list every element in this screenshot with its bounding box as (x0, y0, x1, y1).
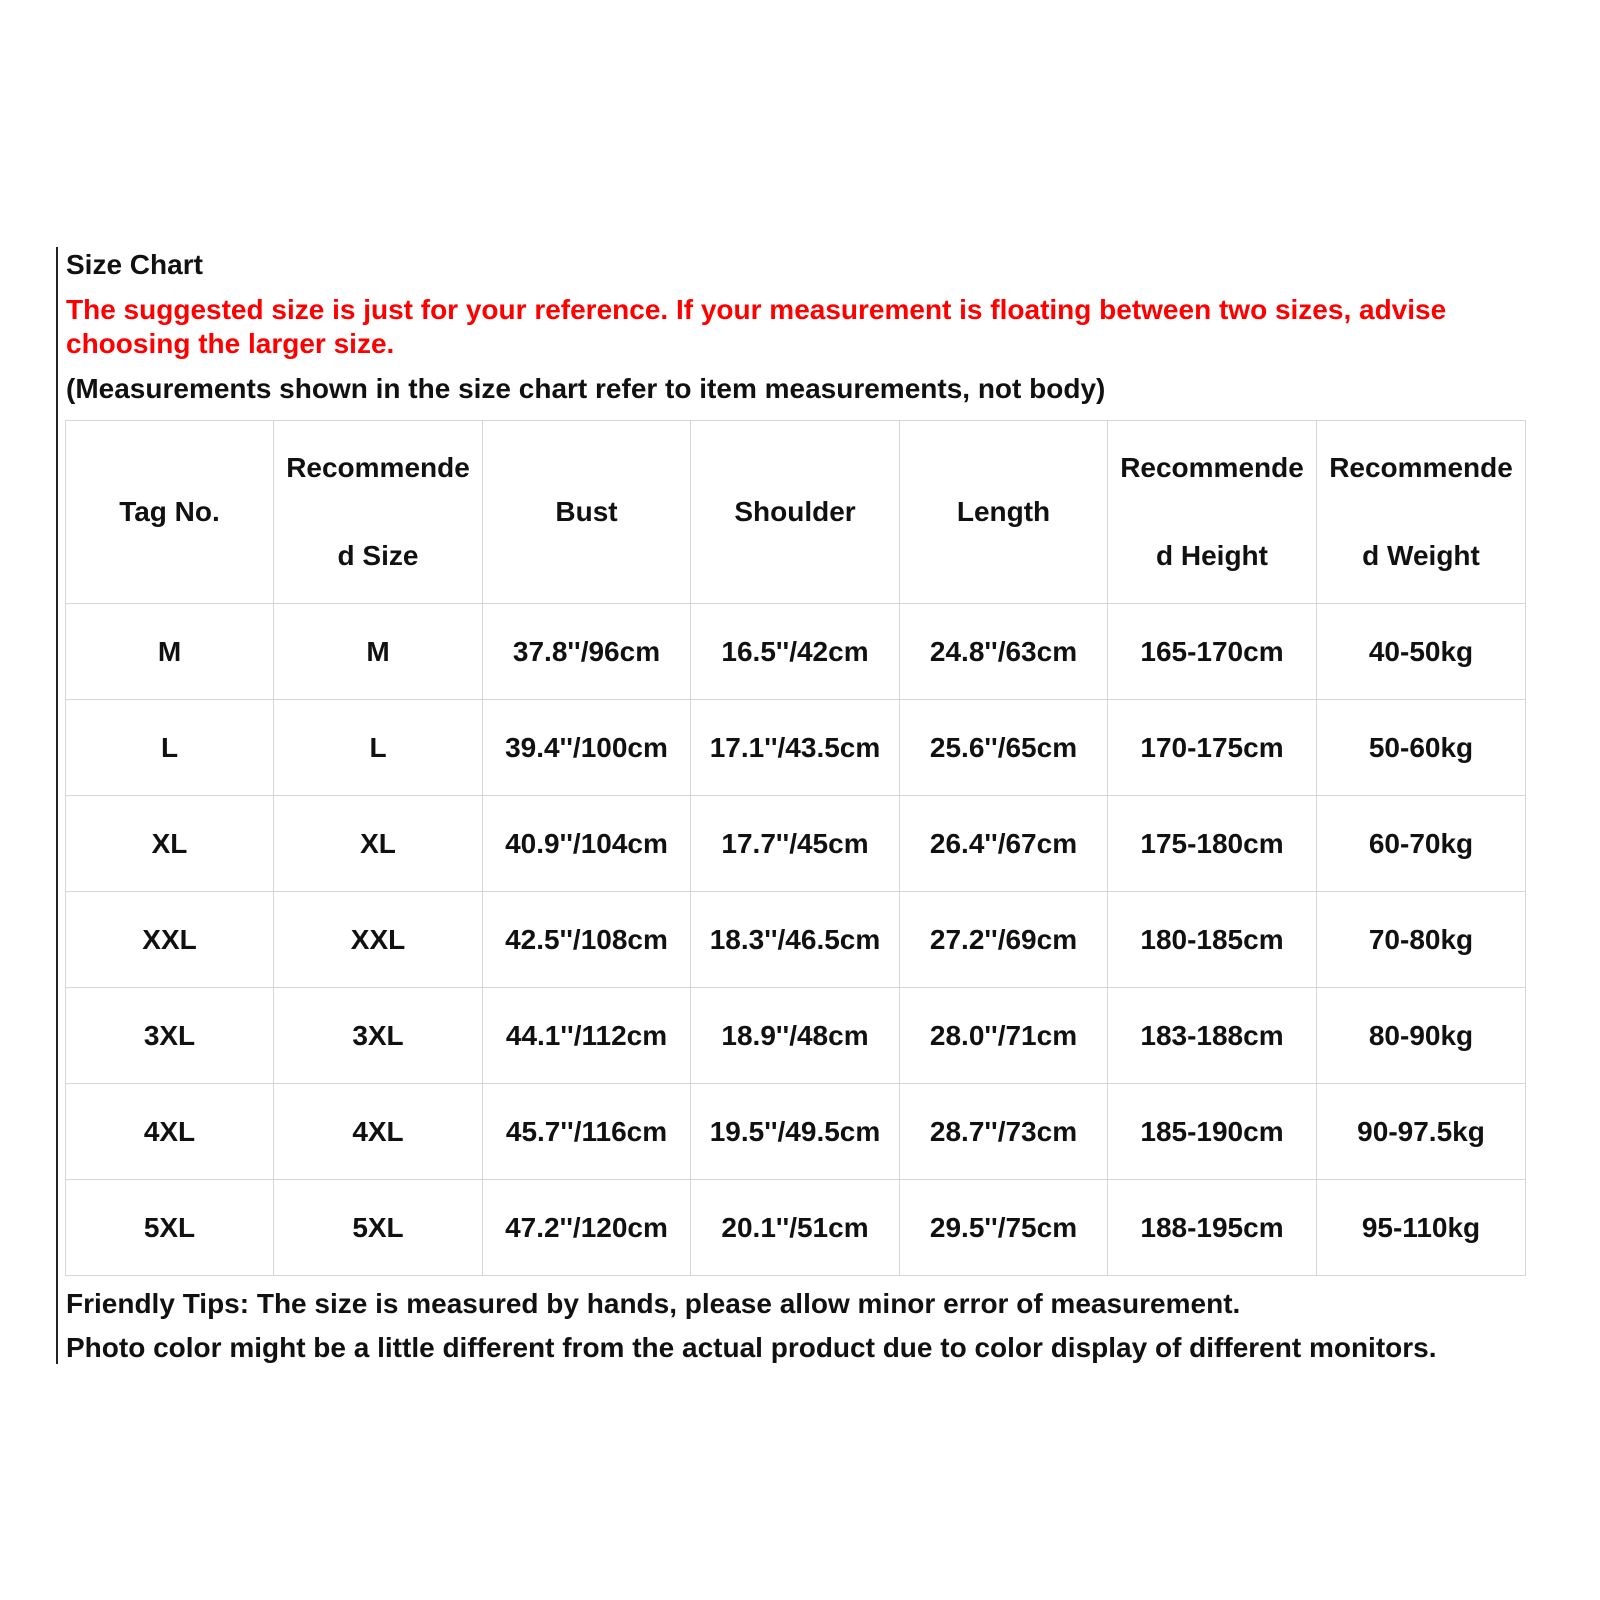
size-notice: The suggested size is just for your reference. If your measurement is floating between two sizes, advise choosing the larger size. (66, 294, 1447, 359)
cell-recommended-height: 188-195cm (1108, 1180, 1317, 1276)
cell-recommended-weight: 80-90kg (1317, 988, 1526, 1084)
header-line-2: d Size (337, 540, 419, 571)
cell-shoulder: 20.1''/51cm (691, 1180, 900, 1276)
cell-recommended-weight: 90-97.5kg (1317, 1084, 1526, 1180)
cell-recommended-height: 165-170cm (1108, 604, 1317, 700)
cell-tag-no: 3XL (66, 988, 274, 1084)
cell-bust: 45.7''/116cm (483, 1084, 691, 1180)
header-recommended-size (274, 421, 483, 604)
cell-recommended-size: 4XL (274, 1084, 483, 1180)
table-row (66, 1084, 1526, 1180)
cell-tag-no: L (66, 700, 274, 796)
cell-recommended-size: M (274, 604, 483, 700)
table-row (66, 988, 1526, 1084)
table-row (66, 604, 1526, 700)
cell-recommended-height: 183-188cm (1108, 988, 1317, 1084)
cell-recommended-height: 175-180cm (1108, 796, 1317, 892)
cell-recommended-height: 185-190cm (1108, 1084, 1317, 1180)
header-recommended-height (1108, 421, 1317, 604)
table-row (66, 796, 1526, 892)
cell-recommended-size: 5XL (274, 1180, 483, 1276)
header-line-1: Recommende (1329, 452, 1513, 483)
cell-bust: 39.4''/100cm (483, 700, 691, 796)
cell-tag-no: 4XL (66, 1084, 274, 1180)
cell-tag-no: M (66, 604, 274, 700)
cell-tag-no: 5XL (66, 1180, 274, 1276)
cell-recommended-size: XXL (274, 892, 483, 988)
cell-tag-no: XL (66, 796, 274, 892)
cell-recommended-size: L (274, 700, 483, 796)
header-recommended-weight (1317, 421, 1526, 604)
header-line-2: d Height (1156, 540, 1268, 571)
cell-length: 25.6''/65cm (900, 700, 1108, 796)
cell-recommended-size: XL (274, 796, 483, 892)
measurement-note: (Measurements shown in the size chart refer to item measurements, not body) (66, 373, 1106, 404)
cell-length: 27.2''/69cm (900, 892, 1108, 988)
cell-recommended-weight: 50-60kg (1317, 700, 1526, 796)
page-title: Size Chart (66, 249, 203, 280)
cell-shoulder: 16.5''/42cm (691, 604, 900, 700)
cell-shoulder: 18.3''/46.5cm (691, 892, 900, 988)
cell-shoulder: 17.1''/43.5cm (691, 700, 900, 796)
cell-shoulder: 17.7''/45cm (691, 796, 900, 892)
header-line-1: Recommende (286, 452, 470, 483)
cell-tag-no: XXL (66, 892, 274, 988)
table-row (66, 1180, 1526, 1276)
table-row (66, 892, 1526, 988)
header-line-2: d Weight (1362, 540, 1480, 571)
cell-length: 24.8''/63cm (900, 604, 1108, 700)
cell-bust: 40.9''/104cm (483, 796, 691, 892)
cell-recommended-weight: 70-80kg (1317, 892, 1526, 988)
cell-bust: 44.1''/112cm (483, 988, 691, 1084)
tip-line: Friendly Tips: The size is measured by hands, please allow minor error of measurement. (66, 1288, 1241, 1319)
table-row (66, 700, 1526, 796)
header-shoulder: Shoulder (691, 421, 900, 604)
friendly-tips (66, 1282, 1437, 1364)
size-table (65, 420, 1526, 1276)
cell-recommended-weight: 60-70kg (1317, 796, 1526, 892)
cell-recommended-weight: 95-110kg (1317, 1180, 1526, 1276)
cell-recommended-height: 180-185cm (1108, 892, 1317, 988)
cell-length: 28.0''/71cm (900, 988, 1108, 1084)
cell-length: 28.7''/73cm (900, 1084, 1108, 1180)
cell-recommended-height: 170-175cm (1108, 700, 1317, 796)
size-chart-sheet (56, 247, 1558, 1364)
cell-length: 29.5''/75cm (900, 1180, 1108, 1276)
header-bust: Bust (483, 421, 691, 604)
table-header-row (66, 421, 1526, 604)
cell-recommended-weight: 40-50kg (1317, 604, 1526, 700)
cell-shoulder: 18.9''/48cm (691, 988, 900, 1084)
cell-recommended-size: 3XL (274, 988, 483, 1084)
cell-bust: 37.8''/96cm (483, 604, 691, 700)
header-line-1: Recommende (1120, 452, 1304, 483)
header-length: Length (900, 421, 1108, 604)
header-tag-no: Tag No. (66, 421, 274, 604)
cell-bust: 47.2''/120cm (483, 1180, 691, 1276)
tip-line: Photo color might be a little different from the actual product due to color display of different monitors. (66, 1332, 1437, 1363)
cell-length: 26.4''/67cm (900, 796, 1108, 892)
cell-bust: 42.5''/108cm (483, 892, 691, 988)
cell-shoulder: 19.5''/49.5cm (691, 1084, 900, 1180)
